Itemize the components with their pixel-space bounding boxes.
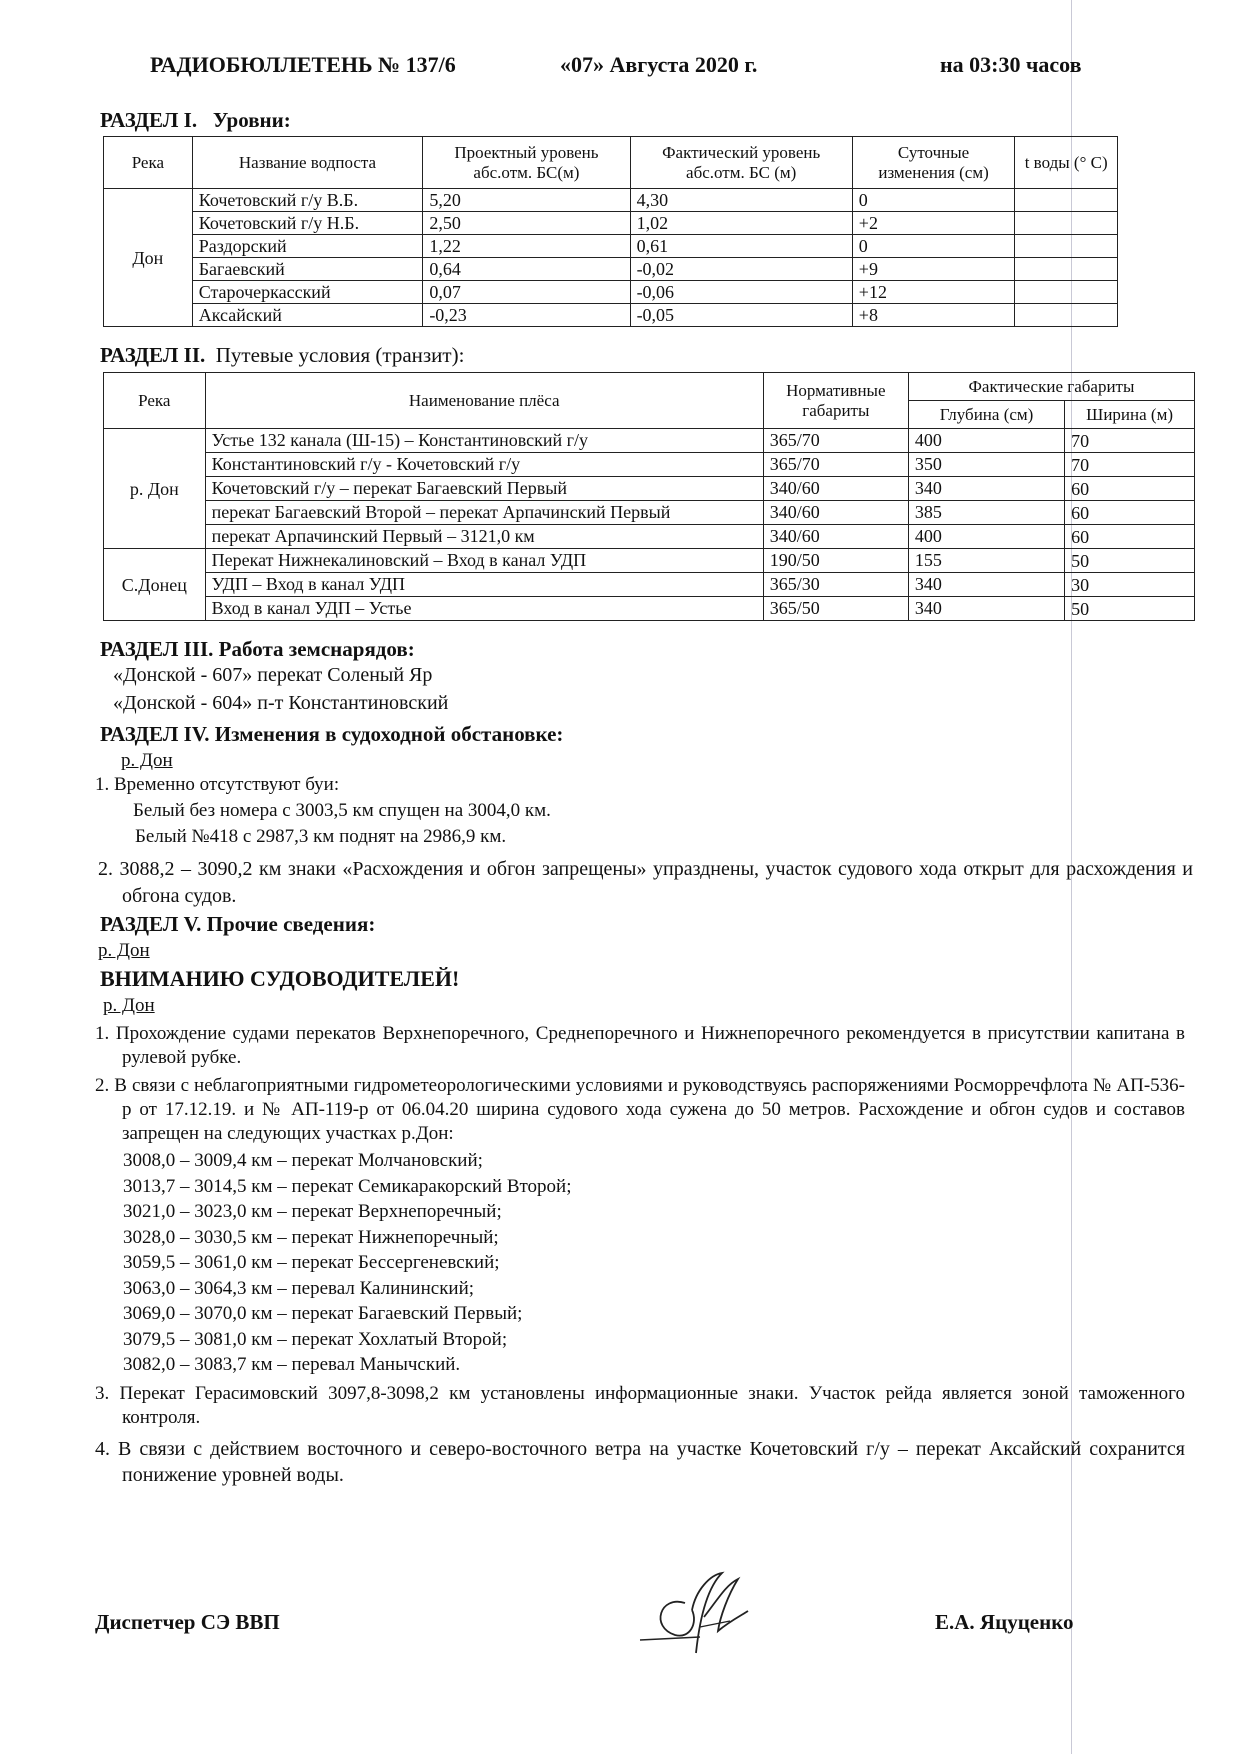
transit-depth: 400 [908,525,1064,549]
dispatcher-name: Е.А. Яцуценко [935,1610,1074,1634]
section1-title [100,108,291,133]
levels-table [103,136,1118,327]
levels-header-change: Суточные изменения (см) [852,137,1015,189]
section2-number: РАЗДЕЛ II. [100,343,206,367]
section4-title [100,722,563,747]
transit-row [104,429,1195,453]
bulletin-header [150,52,1110,92]
transit-row [104,597,1195,621]
section2-title [100,343,464,368]
levels-header-actual: Фактический уровень абс.отм. БС (м) [630,137,852,189]
transit-river: С.Донец [104,549,206,621]
transit-norm: 190/50 [763,549,908,573]
restricted-stretch: 3069,0 – 3070,0 км – перекат Багаевский Первый; [123,1303,523,1324]
levels-post: Багаевский [192,258,423,281]
section4-item2: 2. 3088,2 – 3090,2 км знаки «Расхождения и обгон запрещены» упразднены, участок судового хода открыт для расхождения и обгона судов. [98,858,1193,907]
attention-item3: 3. Перекат Герасимовский 3097,8-3098,2 км установлены информационные знаки. Участок рейда является зоной таможенного контроля. [95,1383,1185,1428]
transit-width: 30 [1065,573,1195,597]
restricted-stretch: 3021,0 – 3023,0 км – перекат Верхнепоречный; [123,1201,502,1222]
transit-row [104,477,1195,501]
transit-name: Константиновский г/у - Кочетовский г/у [205,453,763,477]
section4-item1: 1. Временно отсутствуют буи: [95,774,340,795]
transit-norm: 340/60 [763,525,908,549]
transit-header-river: Река [104,373,206,429]
section1-heading: Уровни: [212,108,291,132]
levels-header-river: Река [104,137,193,189]
transit-name: УДП – Вход в канал УДП [205,573,763,597]
transit-norm: 340/60 [763,477,908,501]
levels-design: 0,64 [423,258,630,281]
attention-title [100,966,459,992]
transit-width: 60 [1065,477,1195,501]
transit-width: 60 [1065,501,1195,525]
transit-width: 50 [1065,549,1195,573]
levels-design: 0,07 [423,281,630,304]
section2-heading: Путевые условия (транзит): [215,343,465,367]
transit-header-name: Наименование плёса [205,373,763,429]
section4-item1-line2: Белый №418 с 2987,3 км поднят на 2986,9 км. [135,826,507,847]
transit-header-width: Ширина (м) [1065,401,1195,429]
levels-design: 1,22 [423,235,630,258]
transit-row [104,501,1195,525]
transit-row [104,549,1195,573]
levels-change: +8 [852,304,1015,327]
levels-temp [1015,212,1118,235]
levels-post: Кочетовский г/у Н.Б. [192,212,423,235]
section5-title [100,912,375,937]
levels-row [104,258,1118,281]
levels-row [104,212,1118,235]
transit-depth: 350 [908,453,1064,477]
transit-name: Вход в канал УДП – Устье [205,597,763,621]
section4-heading: РАЗДЕЛ IV. Изменения в судоходной обстановке: [100,722,564,746]
transit-width: 60 [1065,525,1195,549]
section4-river: р. Дон [121,750,173,771]
dispatcher-position: Диспетчер СЭ ВВП [95,1610,280,1634]
transit-row [104,573,1195,597]
transit-width: 70 [1065,453,1195,477]
transit-width: 50 [1065,597,1195,621]
transit-norm: 365/70 [763,453,908,477]
levels-design: 2,50 [423,212,630,235]
transit-depth: 340 [908,477,1064,501]
attention-river: р. Дон [103,995,155,1016]
levels-change: +12 [852,281,1015,304]
levels-temp [1015,189,1118,212]
section1-number: РАЗДЕЛ I. [100,108,198,132]
transit-header-depth: Глубина (см) [908,401,1064,429]
levels-temp [1015,304,1118,327]
transit-name: Устье 132 канала (Ш-15) – Константиновский г/у [205,429,763,453]
levels-actual: 1,02 [630,212,852,235]
levels-post: Аксайский [192,304,423,327]
transit-norm: 365/30 [763,573,908,597]
attention-heading: ВНИМАНИЮ СУДОВОДИТЕЛЕЙ! [100,966,460,991]
levels-change: 0 [852,189,1015,212]
levels-actual: 4,30 [630,189,852,212]
attention-item2: 2. В связи с неблагоприятными гидрометеорологическими условиями и руководствуясь распоряжениями Росморречфлота № АП-536-р от 17.12.19. и № АП-119-р от 06.04.20 ширина судового хода сужена до 50 метров. Расхождение и обгон судов и составов запрещен на следующих участках р.Дон: [95,1075,1185,1144]
bulletin-date: «07» Августа 2020 г. [560,52,758,77]
transit-name: перекат Багаевский Второй – перекат Арпачинский Первый [205,501,763,525]
signature-image [630,1565,770,1665]
levels-temp [1015,281,1118,304]
levels-row [104,235,1118,258]
restricted-stretch: 3082,0 – 3083,7 км – перевал Манычский. [123,1354,461,1375]
transit-row [104,525,1195,549]
transit-width: 70 [1065,429,1195,453]
dredger-1: «Донской - 607» перекат Соленый Яр [113,664,433,686]
levels-actual: -0,05 [630,304,852,327]
transit-norm: 365/70 [763,429,908,453]
transit-table [103,372,1195,621]
transit-name: Кочетовский г/у – перекат Багаевский Первый [205,477,763,501]
attention-item4: 4. В связи с действием восточного и северо-восточного ветра на участке Кочетовский г/у – перекат Аксайский сохранится понижение уровней воды. [95,1438,1185,1486]
restricted-stretch: 3013,7 – 3014,5 км – перекат Семикаракорский Второй; [123,1175,572,1197]
levels-row [104,189,1118,212]
transit-depth: 340 [908,573,1064,597]
section3-heading: РАЗДЕЛ III. Работа земснарядов: [100,637,415,661]
levels-change: +2 [852,212,1015,235]
transit-river: р. Дон [104,429,206,549]
section5-river: р. Дон [98,940,150,961]
levels-post: Кочетовский г/у В.Б. [192,189,423,212]
transit-header-norm: Нормативные габариты [763,373,908,429]
dredger-2: «Донской - 604» п-т Константиновский [113,692,449,714]
section4-item1-line1: Белый без номера с 3003,5 км спущен на 3004,0 км. [133,800,551,821]
section3-title [100,637,415,662]
transit-name: перекат Арпачинский Первый – 3121,0 км [205,525,763,549]
transit-depth: 400 [908,429,1064,453]
bulletin-title: РАДИОБЮЛЛЕТЕНЬ № 137/6 [150,52,456,77]
restricted-stretch: 3028,0 – 3030,5 км – перекат Нижнепоречный; [123,1226,499,1248]
transit-row [104,453,1195,477]
transit-header-actual: Фактические габариты [908,373,1194,401]
levels-design: -0,23 [423,304,630,327]
levels-actual: 0,61 [630,235,852,258]
transit-norm: 340/60 [763,501,908,525]
levels-temp [1015,258,1118,281]
transit-depth: 385 [908,501,1064,525]
transit-depth: 155 [908,549,1064,573]
restricted-stretch: 3063,0 – 3064,3 км – перевал Калининский; [123,1277,475,1299]
transit-norm: 365/50 [763,597,908,621]
transit-depth: 340 [908,597,1064,621]
restricted-stretch: 3079,5 – 3081,0 км – перекат Хохлатый Второй; [123,1328,508,1350]
levels-post: Старочеркасский [192,281,423,304]
levels-actual: -0,02 [630,258,852,281]
levels-header-design: Проектный уровень абс.отм. БС(м) [423,137,630,189]
levels-temp [1015,235,1118,258]
attention-item1: 1. Прохождение судами перекатов Верхнепоречного, Среднепоречного и Нижнепоречного рекомендуется в присутствии капитана в рулевой рубке. [95,1023,1185,1068]
transit-name: Перекат Нижнекалиновский – Вход в канал УДП [205,549,763,573]
restricted-stretch: 3008,0 – 3009,4 км – перекат Молчановский; [123,1150,483,1171]
bulletin-time: на 03:30 часов [940,52,1082,77]
levels-actual: -0,06 [630,281,852,304]
restricted-stretch: 3059,5 – 3061,0 км – перекат Бессергеневский; [123,1252,500,1273]
levels-row [104,304,1118,327]
levels-river: Дон [104,189,193,327]
levels-post: Раздорский [192,235,423,258]
levels-header-temp: t воды (° С) [1015,137,1118,189]
levels-design: 5,20 [423,189,630,212]
levels-change: 0 [852,235,1015,258]
section5-heading: РАЗДЕЛ V. Прочие сведения: [100,912,376,936]
levels-header-post: Название водпоста [192,137,423,189]
levels-row [104,281,1118,304]
levels-change: +9 [852,258,1015,281]
